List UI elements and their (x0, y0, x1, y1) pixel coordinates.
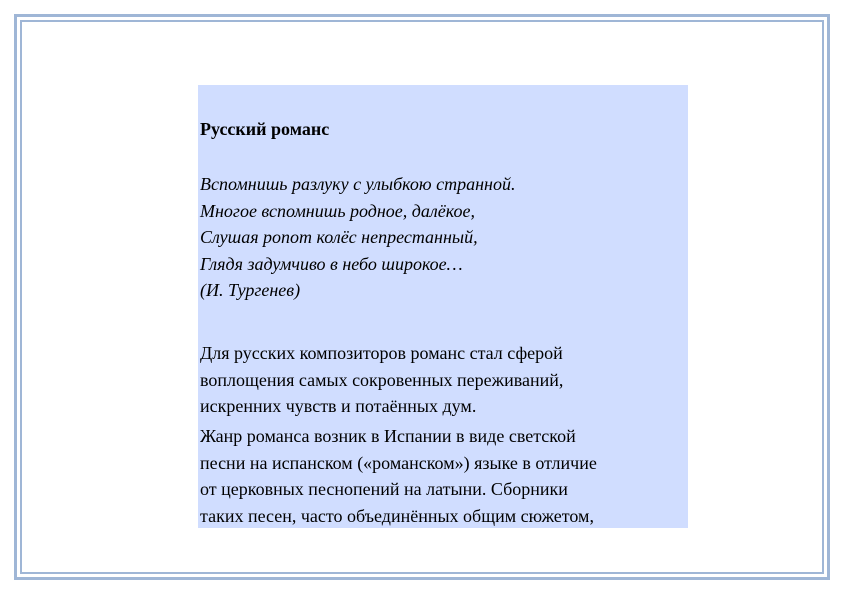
paragraph-line: таких песен, часто объединённых общим сюжетом, (200, 505, 594, 526)
poem-quote (200, 171, 515, 304)
paragraph-line: Для русских композиторов романс стал сферой (200, 343, 563, 363)
poem-author: (И. Тургенев) (200, 280, 301, 300)
paragraph-line: Жанр романса возник в Испании в виде светской (200, 426, 576, 446)
paragraph-genre-origin (200, 423, 686, 528)
poem-line: Многое вспомнишь родное, далёкое, (200, 200, 475, 221)
paragraph-line: воплощения самых сокровенных переживаний, (200, 369, 564, 390)
paragraph-composers (200, 340, 686, 420)
page-title: Русский романс (200, 119, 330, 139)
text-block (198, 85, 688, 528)
paragraph-line: искренних чувств и потаённых дум. (200, 396, 477, 416)
poem-line: Глядя задумчиво в небо широкое… (200, 253, 463, 274)
poem-line: Слушая ропот колёс непрестанный, (200, 227, 478, 247)
paragraph-line: песни на испанском («романском») языке в отличие (200, 452, 597, 473)
paragraph-line: от церковных песнопений на латыни. Сборники (200, 479, 568, 499)
poem-line: Вспомнишь разлуку с улыбкою странной. (200, 174, 516, 194)
